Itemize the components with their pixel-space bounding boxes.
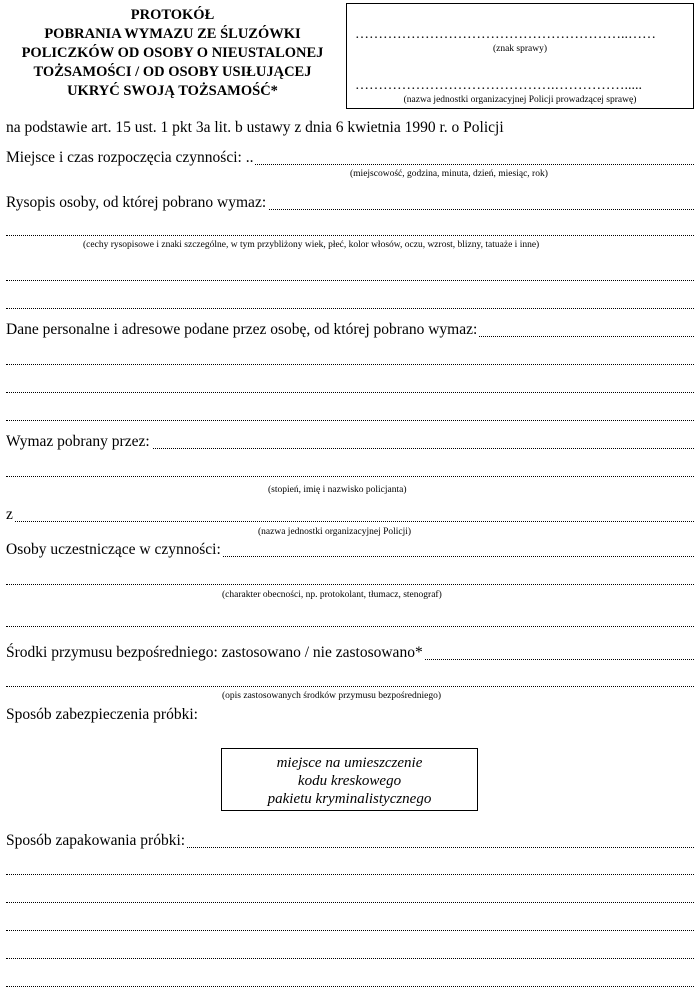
place-time-field[interactable]: [6, 148, 694, 168]
packing-line[interactable]: [6, 914, 694, 934]
case-number-caption: (znak sprawy): [492, 44, 548, 54]
taken-by-label: Wymaz pobrany przez:: [6, 433, 150, 450]
police-unit-caption: (nazwa jednostki organizacyjnej Policji prowadzącej sprawę): [403, 95, 637, 105]
taken-by-from-label: z: [6, 506, 13, 523]
description-line[interactable]: [6, 219, 694, 239]
fill-line: [6, 626, 694, 627]
securing-row: [6, 705, 694, 725]
personal-data-line[interactable]: [6, 376, 694, 396]
taken-by-line[interactable]: [6, 460, 694, 480]
fill-line: [6, 958, 694, 959]
participants-line[interactable]: [6, 568, 694, 588]
fill-line: [6, 420, 694, 421]
personal-data-line[interactable]: [6, 404, 694, 424]
fill-line: [6, 584, 694, 585]
personal-data-label: Dane personalne i adresowe podane przez osobę, od której pobrano wymaz:: [6, 321, 478, 338]
fill-line: [6, 476, 694, 477]
personal-data-line[interactable]: [6, 348, 694, 368]
barcode-line: miejsce na umieszczenie: [276, 755, 423, 771]
barcode-line: pakietu kryminalistycznego: [267, 791, 432, 807]
title-line: PROTOKÓŁ: [130, 7, 215, 23]
taken-by-field[interactable]: [6, 432, 694, 452]
participants-field[interactable]: [6, 540, 694, 560]
packing-label: Sposób zapakowania próbki:: [6, 832, 186, 849]
coercion-line[interactable]: [6, 670, 694, 690]
fill-line: [6, 521, 694, 522]
fill-line: [6, 308, 694, 309]
description-caption: (cechy rysopisowe i znaki szczególne, w tym przybliżony wiek, płeć, kolor włosów, oczu, wzrost, blizny, tatuaże i inne): [83, 240, 540, 250]
description-label: Rysopis osoby, od której pobrano wymaz:: [6, 194, 267, 211]
packing-line[interactable]: [6, 886, 694, 906]
participants-label: Osoby uczestniczące w czynności:: [6, 541, 221, 558]
description-field[interactable]: [6, 193, 694, 213]
fill-line: [6, 280, 694, 281]
fill-line: [6, 686, 694, 687]
taken-by-caption: (stopień, imię i nazwisko policjanta): [268, 485, 407, 495]
fill-line: [6, 392, 694, 393]
title-line: UKRYĆ SWOJĄ TOŻSAMOŚĆ*: [67, 83, 278, 99]
securing-label: Sposób zabezpieczenia próbki:: [6, 706, 198, 723]
title-line: POLICZKÓW OD OSOBY O NIEUSTALONEJ: [21, 45, 324, 61]
taken-by-unit-caption: (nazwa jednostki organizacyjnej Policji): [258, 527, 412, 537]
coercion-label: Środki przymusu bezpośredniego: zastosowano / nie zastosowano*: [6, 644, 423, 661]
fill-line: [6, 902, 694, 903]
form-title: [0, 6, 345, 101]
case-number-box: [346, 3, 694, 109]
place-time-label: Miejsce i czas rozpoczęcia czynności: ..: [6, 149, 254, 166]
barcode-placeholder-box: [221, 748, 478, 811]
title-line: TOŻSAMOŚCI / OD OSOBY USIŁUJĄCEJ: [33, 64, 312, 80]
taken-by-unit-field[interactable]: [6, 505, 694, 525]
title-line: POBRANIA WYMAZU ZE ŚLUZÓWKI: [44, 26, 301, 42]
fill-line: [6, 874, 694, 875]
participants-caption: (charakter obecności, np. protokolant, tłumacz, stenograf): [222, 590, 442, 600]
barcode-line: kodu kreskowego: [297, 773, 402, 789]
fill-line: [6, 986, 694, 987]
place-time-caption: (miejscowość, godzina, minuta, dzień, miesiąc, rok): [350, 169, 548, 179]
fill-line: [6, 930, 694, 931]
participants-line[interactable]: [6, 610, 694, 630]
legal-basis-text: na podstawie art. 15 ust. 1 pkt 3a lit. b ustawy z dnia 6 kwietnia 1990 r. o Policji: [6, 119, 504, 136]
fill-line: [6, 364, 694, 365]
police-unit-field[interactable]: …………………………………….…………….....: [355, 79, 642, 93]
description-line[interactable]: [6, 264, 694, 284]
packing-line[interactable]: [6, 858, 694, 878]
description-line[interactable]: [6, 292, 694, 312]
packing-line[interactable]: [6, 942, 694, 962]
legal-basis: [6, 118, 694, 138]
fill-line: [6, 235, 694, 236]
packing-line[interactable]: [6, 970, 694, 990]
case-number-field[interactable]: …………………………………………………..……: [355, 28, 656, 42]
personal-data-field[interactable]: [6, 320, 694, 340]
coercion-field[interactable]: [6, 643, 694, 663]
packing-field[interactable]: [6, 831, 694, 851]
coercion-caption: (opis zastosowanych środków przymusu bezpośredniego): [222, 691, 441, 701]
